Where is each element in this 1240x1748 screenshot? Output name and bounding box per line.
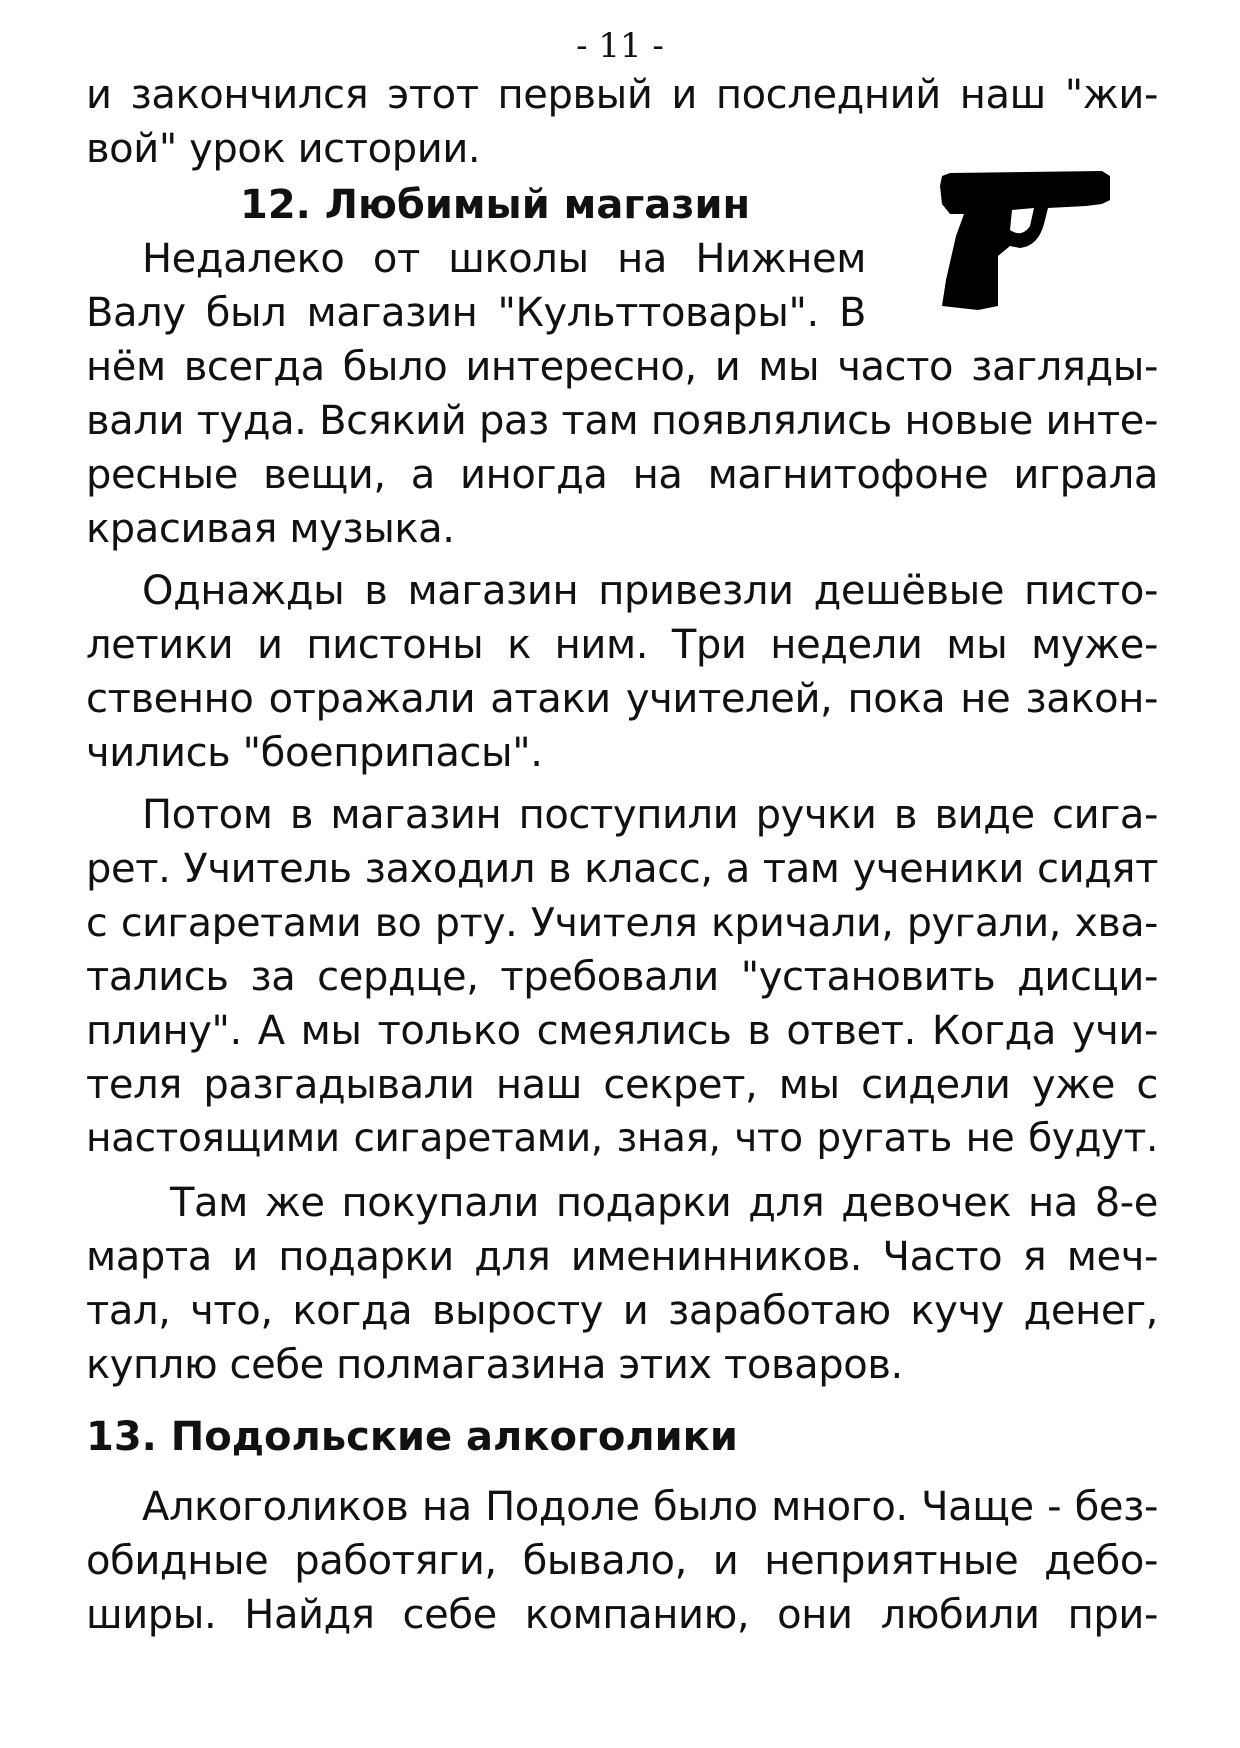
text-line: тал, что, когда выросту и заработаю кучу денег, [86,1288,1158,1334]
text-line: Там же покупали подарки для девочек на 8-е [170,1180,1158,1226]
text-line: Валу был магазин "Культтовары". В [86,290,866,336]
text-line: Алкоголиков на Подоле было много. Чаще - без- [142,1484,1158,1530]
text-line: настоящими сигаретами, зная, что ругать не будут. [86,1116,1158,1161]
text-line: ственно отражали атаки учителей, пока не закон- [86,676,1158,722]
section-heading-13: 13. Подольские алкоголики [86,1414,738,1460]
text-line: чились "боеприпасы". [86,730,543,776]
text-line: теля разгадывали наш секрет, мы сидели уже с [86,1062,1158,1108]
text-line: Потом в магазин поступили ручки в виде сига- [142,792,1158,838]
text-line: вали туда. Всякий раз там появлялись новые инте- [86,398,1158,444]
text-line: рет. Учитель заходил в класс, а там ученики сидят [86,846,1158,892]
text-line: куплю себе полмагазина этих товаров. [86,1342,903,1388]
text-line: тались за сердце, требовали "установить дисци- [86,954,1158,1000]
text-line: плину". А мы только смеялись в ответ. Когда учи- [86,1008,1158,1054]
text-line: летики и пистоны к ним. Три недели мы муже- [86,622,1158,668]
text-line: марта и подарки для именинников. Часто я меч- [86,1234,1158,1280]
section-heading-12: 12. Любимый магазин [240,182,751,228]
text-line: обидные работяги, бывало, и неприятные дебо- [86,1538,1158,1584]
text-line: красивая музыка. [86,506,455,552]
text-line: ширы. Найдя себе компанию, они любили при- [86,1592,1158,1638]
text-line: ресные вещи, а иногда на магнитофоне играла [86,452,1158,498]
text-line: Однажды в магазин привезли дешёвые писто- [142,568,1158,614]
text-line: нём всегда было интересно, и мы часто загляды- [86,344,1158,390]
text-line: вой" урок истории. [86,126,481,172]
text-line: Недалеко от школы на Нижнем [142,236,866,282]
text-line: и закончился этот первый и последний наш "жи- [86,72,1158,118]
pistol-icon [926,156,1116,316]
page-number: - 11 - [576,26,664,66]
text-line: с сигаретами во рту. Учителя кричали, ругали, хва- [86,900,1158,946]
